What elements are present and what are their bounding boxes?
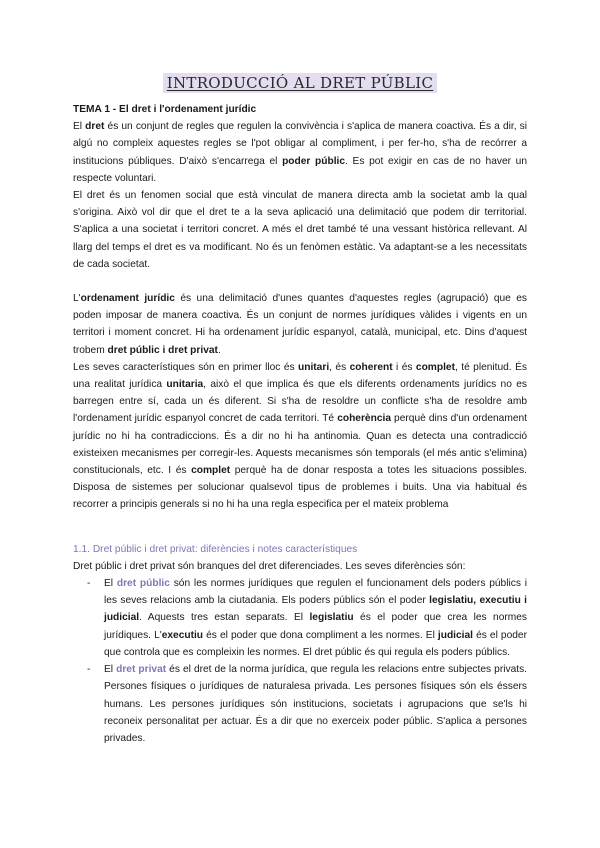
list-item-dret-public: - El dret públic són les normes jurídiques que regulen el funcionament dels poders públics i les seves relacions amb la ciutadania. Els poders públics són el poder legislatiu, executiu i judicial. Aquests tres estan separats. El legislatiu és el poder que crea les normes jurídiques. L'executiu és el poder que dona compliment a les normes. El judicial és el poder que controla que es compleixin les normes. El dret públic és qui regula els poders públics. [73,575,527,661]
section-heading-1-1: 1.1. Dret públic i dret privat: diferències i notes característiques [73,543,358,555]
document-body [73,101,527,747]
list-item-dret-privat: - El dret privat és el dret de la norma jurídica, que regula les relacions entre subjectes privats. Persones físiques o jurídiques de naturalesa privada. Les persones físiques són els éssers humans. Les persones jurídiques són institucions, societats i agrupacions que se'ls hi reconeix personalitat per actuar. És a dir que no exerceix poder públic. S'aplica a persones privades. [73,661,527,747]
paragraph-gap [73,273,527,290]
tema-heading: TEMA 1 - El dret i l'ordenament jurídic [73,104,257,115]
paragraph-branques: Dret públic i dret privat són branques del dret diferenciades. Les seves diferències són: [73,560,466,572]
paragraph-gap [73,514,527,531]
document-title [0,74,600,92]
paragraph-ordenament: L'ordenament jurídic és una delimitació d'unes quantes d'aquestes regles (agrupació) que es poden imposar de manera coactiva. És un conjunt de normes jurídiques vàlides i vigents en un territori i moment concret. Hi ha ordenament jurídic espanyol, català, municipal, etc. Dins d'aquest trobem dret públic i dret privat. [73,293,527,356]
document-title-text: INTRODUCCIÓ AL DRET PÚBLIC [163,73,438,93]
differences-list [73,575,527,747]
paragraph-caracteristiques: Les seves característiques són en primer lloc és unitari, és coherent i és complet, té plenitud. És una realitat jurídica unitaria, això el que implica és que els diferents ordenaments jurídics no es barregen entre sí, cada un és diferent. Si s'ha de resoldre un conflicte s'ha de resoldre amb l'ordenament jurídic espanyol concret de cada territori. Té coherència perquè dins d'un ordenament jurídic no hi ha contradiccions. És a dir no hi ha antinomia. Quan es detecta una contradicció existeixen mecanismes per corregir-les. Aquests mecanismes són temporals (el més antic s'elimina) constitucionals, etc. I és complet perquè ha de donar resposta a totes les situacions possibles. Disposa de sistemes per solucionar qualsevol tipus de problemes i buits. Una via habitual és recorrer a principis generals si no hi ha una regla especifica per el mateix problema [73,361,527,511]
paragraph-dret-definition: El dret és un conjunt de regles que regulen la convivència i s'aplica de manera coactiva. És a dir, si algú no compleix aquestes regles se l'pot obligar al compliment, i per fer-ho, s'ha de recórrer a institucions públiques. D'això s'encarrega el poder públic. Es pot exigir en cas de no haver un respecte voluntari. [73,121,528,184]
paragraph-dret-social: El dret és un fenomen social que està vinculat de manera directa amb la societat amb la qual s'origina. Això vol dir que el dret te a la seva aplicació una delimitació que podem dir territorial. S'aplica a una societat i territori concret. A més el dret també té una vessant històrica rellevant. Al llarg del temps el dret es va modificant. No és un fenòmen estàtic. Va adaptant-se a les necessitats de cada societat. [73,190,527,270]
